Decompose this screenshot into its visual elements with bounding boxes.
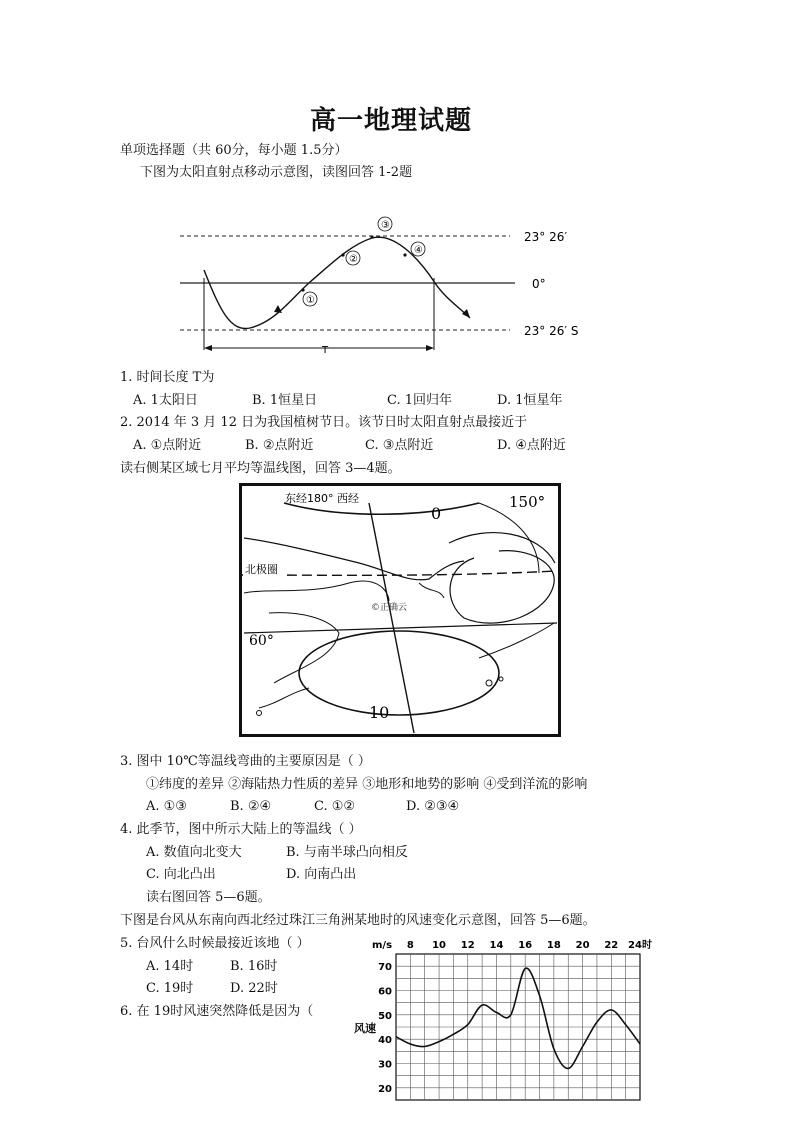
curve-arrow-2 xyxy=(462,309,470,318)
q5-option-b: B. 16时 xyxy=(230,959,278,974)
wind-speed-line xyxy=(396,968,640,1068)
intro-3-4: 读右侧某区域七月平均等温线图，回答 3—4题。 xyxy=(120,461,401,476)
x-tick-18: 18 xyxy=(546,940,561,951)
lat-equator-label: 0° xyxy=(532,277,546,291)
x-tick-20: 20 xyxy=(575,940,590,951)
q3-option-d: D. ②③④ xyxy=(406,799,460,814)
intro-1-2: 下图为太阳直射点移动示意图，读图回答 1-2题 xyxy=(140,165,413,180)
q4-option-b: B. 与南半球凸向相反 xyxy=(286,845,408,860)
q2-stem: 2. 2014 年 3 月 12 日为我国植树节日。该节日时太阳直射点最接近于 xyxy=(120,415,528,430)
q3-option-a: A. ①③ xyxy=(146,799,187,814)
period-label: T xyxy=(322,345,329,356)
y-tick-60: 60 xyxy=(378,986,392,998)
q3-option-c: C. ①② xyxy=(314,799,356,814)
q3-option-b: B. ②④ xyxy=(230,799,272,814)
y-tick-20: 20 xyxy=(378,1083,392,1095)
q5-option-c: C. 19时 xyxy=(146,981,194,996)
q1-option-a: A. 1太阳日 xyxy=(133,393,198,408)
x-tick-10: 10 xyxy=(432,940,447,951)
y-axis-label: 风速 xyxy=(354,1022,376,1035)
q1-option-c: C. 1回归年 xyxy=(387,393,453,408)
q5-option-a: A. 14时 xyxy=(146,959,194,974)
x-tick-8: 8 xyxy=(406,940,414,951)
intro-5-6: 下图是台风从东南向西北经过珠江三角洲某地时的风速变化示意图，回答 5—6题。 xyxy=(120,913,596,928)
read-right: 读右图回答 5—6题。 xyxy=(146,890,271,905)
subsolar-point-figure xyxy=(170,210,640,360)
q4-option-c: C. 向北凸出 xyxy=(146,867,216,882)
q4-option-a: A. 数值向北变大 xyxy=(146,845,242,860)
x-tick-24: 24时 xyxy=(628,940,652,951)
x-tick-22: 22 xyxy=(604,940,619,951)
q4-option-d: D. 向南凸出 xyxy=(286,867,357,882)
q2-option-c: C. ③点附近 xyxy=(365,438,434,453)
arctic-circle-label: 北极圈 xyxy=(245,563,278,576)
page-title: 高一地理试题 xyxy=(310,106,473,136)
y-tick-50: 50 xyxy=(378,1010,392,1022)
q5-option-d: D. 22时 xyxy=(230,981,278,996)
y-unit-label: m/s xyxy=(372,940,393,951)
q1-option-b: B. 1恒星日 xyxy=(252,393,318,408)
isotherm-10-label: 10 xyxy=(369,703,390,722)
q3-choices: ①纬度的差异 ②海陆热力性质的差异 ③地形和地势的影响 ④受到洋流的影响 xyxy=(146,777,588,792)
curve-arrow-1 xyxy=(274,305,282,313)
watermark: ©正确云 xyxy=(371,603,408,613)
x-tick-12: 12 xyxy=(460,940,475,951)
q3-stem: 3. 图中 10℃等温线弯曲的主要原因是（ ） xyxy=(120,754,371,769)
q2-option-d: D. ④点附近 xyxy=(497,438,566,453)
x-tick-14: 14 xyxy=(489,940,504,951)
point-4-label: ④ xyxy=(414,245,423,256)
isotherm-150-label: 150° xyxy=(509,493,546,511)
lat-south-label: 23° 26′ S xyxy=(524,324,579,338)
point-1-label: ① xyxy=(306,295,315,306)
q6-stem: 6. 在 19时风速突然降低是因为（ xyxy=(120,1004,314,1019)
q1-stem: 1. 时间长度 T为 xyxy=(120,370,215,385)
q4-stem: 4. 此季节，图中所示大陆上的等温线（ ） xyxy=(120,822,362,837)
y-tick-70: 70 xyxy=(378,962,392,974)
q2-option-a: A. ①点附近 xyxy=(133,438,202,453)
isotherm-60-label: 60° xyxy=(249,633,274,649)
isotherm-0-label: 0 xyxy=(431,504,442,523)
meridian-label: 东经180° 西经 xyxy=(285,492,359,505)
lat-north-label: 23° 26′ xyxy=(524,230,568,244)
q5-stem: 5. 台风什么时候最接近该地（ ） xyxy=(120,936,310,951)
y-tick-30: 30 xyxy=(378,1059,392,1071)
x-tick-16: 16 xyxy=(518,940,533,951)
q2-option-b: B. ②点附近 xyxy=(245,438,314,453)
point-2-label: ② xyxy=(349,254,358,265)
section-heading: 单项选择题（共 60分，每小题 1.5分） xyxy=(120,143,348,158)
q1-option-d: D. 1恒星年 xyxy=(497,393,563,408)
y-tick-40: 40 xyxy=(378,1035,392,1047)
point-3-label: ③ xyxy=(381,220,390,231)
wind-speed-chart xyxy=(350,936,660,1106)
isotherm-map xyxy=(239,483,561,737)
